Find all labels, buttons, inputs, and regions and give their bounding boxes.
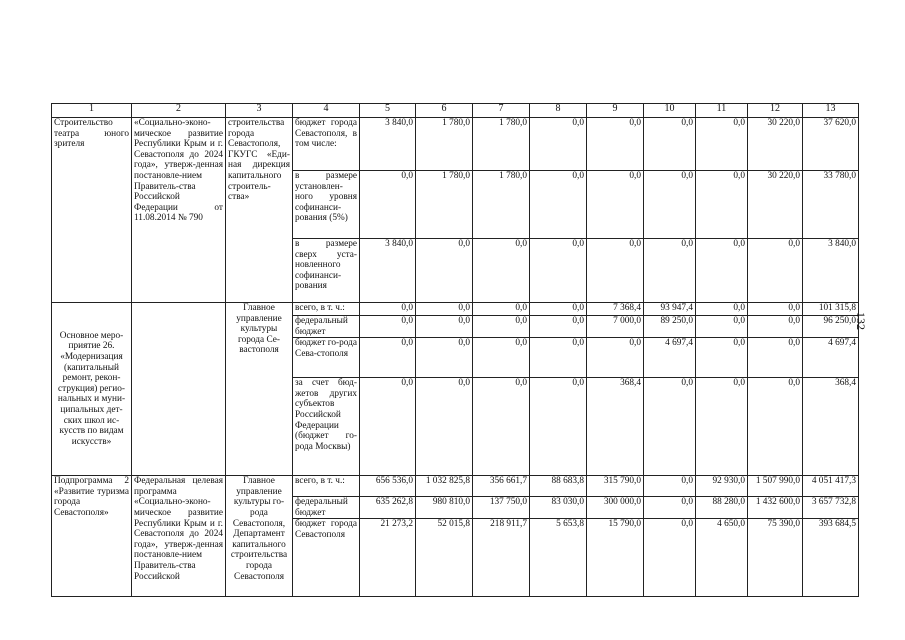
value-cell: 83 030,0 [530, 497, 587, 519]
value-cell: 0,0 [416, 303, 473, 316]
header-cell: 8 [530, 104, 587, 118]
value-cell: 30 220,0 [748, 118, 803, 171]
measure26-row [52, 303, 859, 316]
header-cell: 4 [293, 104, 360, 118]
measure26-c1-cell: Основное меро-приятие 26. «Модернизация (капитальный ремонт, рекон-струкция) регио-нальных и муни-ципальных дет-ских школ ис-кусств по видам искусств» [52, 303, 132, 476]
value-cell: 0,0 [473, 303, 530, 316]
value-cell: 4 697,4 [803, 338, 859, 378]
value-cell: 0,0 [416, 338, 473, 378]
value-cell: 1 507 990,0 [748, 476, 803, 497]
value-cell: 75 390,0 [748, 519, 803, 597]
value-cell: 0,0 [644, 497, 696, 519]
header-cell: 10 [644, 104, 696, 118]
subprogram2-c3-cell: Главное управление культуры го-рода Севастополя, Департамент капитального строительства города Севастополя [226, 476, 293, 597]
value-cell: 0,0 [530, 239, 587, 303]
value-cell: 52 015,8 [416, 519, 473, 597]
value-cell: 218 911,7 [473, 519, 530, 597]
value-cell: 15 790,0 [587, 519, 644, 597]
header-cell: 5 [360, 104, 416, 118]
value-cell: 96 250,0 [803, 316, 859, 338]
value-cell: 1 780,0 [473, 171, 530, 239]
funding-source-cell: в размере установлен-ного уровня софинанси-рования (5%) [293, 171, 360, 239]
value-cell: 0,0 [696, 316, 748, 338]
value-cell: 0,0 [473, 338, 530, 378]
value-cell: 0,0 [587, 239, 644, 303]
funding-source-cell: бюджет города Севастополя, в том числе: [293, 118, 360, 171]
funding-source-cell: за счет бюд-жетов других субъектов Российской Федерации (бюджет го-рода Москвы) [293, 378, 360, 476]
value-cell: 0,0 [644, 171, 696, 239]
value-cell: 30 220,0 [748, 171, 803, 239]
header-cell: 7 [473, 104, 530, 118]
value-cell: 4 650,0 [696, 519, 748, 597]
value-cell: 0,0 [696, 338, 748, 378]
value-cell: 1 432 600,0 [748, 497, 803, 519]
value-cell: 37 620,0 [803, 118, 859, 171]
value-cell: 1 032 825,8 [416, 476, 473, 497]
value-cell: 0,0 [587, 171, 644, 239]
header-cell: 11 [696, 104, 748, 118]
value-cell: 635 262,8 [360, 497, 416, 519]
value-cell: 0,0 [644, 239, 696, 303]
value-cell: 7 000,0 [587, 316, 644, 338]
value-cell: 93 947,4 [644, 303, 696, 316]
theatre-c2-cell: «Социально-эконо-мическое развитие Республики Крым и г. Севастополя до 2024 года», утверж-денная постановле-нием Правитель-ства Российской Федерации от 11.08.2014 № 790 [132, 118, 226, 303]
value-cell: 33 780,0 [803, 171, 859, 239]
value-cell: 0,0 [473, 378, 530, 476]
value-cell: 0,0 [416, 239, 473, 303]
value-cell: 0,0 [696, 239, 748, 303]
value-cell: 0,0 [748, 338, 803, 378]
value-cell: 356 661,7 [473, 476, 530, 497]
value-cell: 1 780,0 [416, 171, 473, 239]
value-cell: 0,0 [473, 239, 530, 303]
value-cell: 0,0 [416, 378, 473, 476]
header-cell: 13 [803, 104, 859, 118]
value-cell: 92 930,0 [696, 476, 748, 497]
value-cell: 0,0 [644, 378, 696, 476]
funding-source-cell: бюджет города Севастополя [293, 519, 360, 597]
value-cell: 368,4 [587, 378, 644, 476]
value-cell: 0,0 [748, 378, 803, 476]
value-cell: 0,0 [530, 378, 587, 476]
value-cell: 1 780,0 [473, 118, 530, 171]
value-cell: 0,0 [696, 171, 748, 239]
value-cell: 0,0 [696, 118, 748, 171]
measure26-c2-cell [132, 303, 226, 476]
header-cell: 9 [587, 104, 644, 118]
theatre-c1-cell: Строительство театра юного зрителя [52, 118, 132, 303]
value-cell: 0,0 [530, 303, 587, 316]
subprogram2-c2-cell: Федеральная целевая программа «Социально-эконо-мическое развитие Республики Крым и г. Севастополя до 2024 года», утверж-денная постановле-нием Правитель-ства Российской [132, 476, 226, 597]
value-cell: 0,0 [416, 316, 473, 338]
value-cell: 0,0 [587, 118, 644, 171]
budget-table [51, 103, 859, 597]
funding-source-cell: всего, в т. ч.: [293, 476, 360, 497]
header-cell: 1 [52, 104, 132, 118]
value-cell: 0,0 [696, 378, 748, 476]
value-cell: 3 840,0 [803, 239, 859, 303]
funding-source-cell: в размере сверх уста-новленного софинанси-рования [293, 239, 360, 303]
value-cell: 4 697,4 [644, 338, 696, 378]
value-cell: 0,0 [473, 316, 530, 338]
header-cell: 2 [132, 104, 226, 118]
header-cell: 6 [416, 104, 473, 118]
value-cell: 368,4 [803, 378, 859, 476]
funding-source-cell: федеральный бюджет [293, 497, 360, 519]
value-cell: 393 684,5 [803, 519, 859, 597]
funding-source-cell: федеральный бюджет [293, 316, 360, 338]
value-cell: 0,0 [696, 303, 748, 316]
value-cell: 0,0 [644, 519, 696, 597]
value-cell: 0,0 [530, 171, 587, 239]
value-cell: 0,0 [530, 118, 587, 171]
value-cell: 4 051 417,3 [803, 476, 859, 497]
value-cell: 0,0 [644, 118, 696, 171]
header-row [52, 104, 859, 118]
theatre-c3-cell: строительства города Севастополя, ГКУГС «Еди-ная дирекция капитального строитель-ства» [226, 118, 293, 303]
value-cell: 0,0 [360, 378, 416, 476]
value-cell: 5 653,8 [530, 519, 587, 597]
value-cell: 0,0 [644, 476, 696, 497]
measure26-c3-cell: Главное управление культуры города Се-вастополя [226, 303, 293, 476]
value-cell: 0,0 [360, 338, 416, 378]
subprogram2-c1-cell: Подпрограмма 2 «Развитие туризма города Севастополя» [52, 476, 132, 597]
value-cell: 0,0 [748, 316, 803, 338]
value-cell: 88 683,8 [530, 476, 587, 497]
value-cell: 137 750,0 [473, 497, 530, 519]
value-cell: 300 000,0 [587, 497, 644, 519]
value-cell: 0,0 [748, 239, 803, 303]
value-cell: 89 250,0 [644, 316, 696, 338]
value-cell: 0,0 [530, 316, 587, 338]
header-cell: 12 [748, 104, 803, 118]
value-cell: 7 368,4 [587, 303, 644, 316]
value-cell: 0,0 [748, 303, 803, 316]
value-cell: 980 810,0 [416, 497, 473, 519]
funding-source-cell: всего, в т. ч.: [293, 303, 360, 316]
theatre-row [52, 118, 859, 171]
value-cell: 0,0 [360, 171, 416, 239]
value-cell: 0,0 [587, 338, 644, 378]
value-cell: 88 280,0 [696, 497, 748, 519]
value-cell: 21 273,2 [360, 519, 416, 597]
value-cell: 101 315,8 [803, 303, 859, 316]
funding-source-cell: бюджет го-рода Сева-стополя [293, 338, 360, 378]
value-cell: 315 790,0 [587, 476, 644, 497]
value-cell: 3 840,0 [360, 118, 416, 171]
page-number: 132 [854, 312, 868, 330]
value-cell: 0,0 [360, 316, 416, 338]
subprogram2-row [52, 476, 859, 497]
value-cell: 3 657 732,8 [803, 497, 859, 519]
header-cell: 3 [226, 104, 293, 118]
value-cell: 0,0 [530, 338, 587, 378]
value-cell: 3 840,0 [360, 239, 416, 303]
value-cell: 0,0 [360, 303, 416, 316]
value-cell: 656 536,0 [360, 476, 416, 497]
value-cell: 1 780,0 [416, 118, 473, 171]
